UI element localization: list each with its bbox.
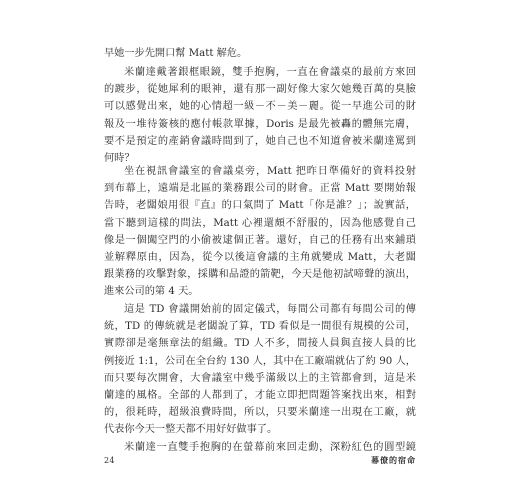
text-line: 到布幕上，遠端是北區的業務跟公司的財會。正當 Matt 要開始報: [104, 183, 416, 195]
text-line: 當下聽到這樣的問法，Matt 心裡還頗不舒服的，因為他感覺自己: [104, 217, 416, 229]
text-line: 的，很耗時，超級浪費時間，所以，只要米蘭達一出現在工廠，就: [104, 407, 416, 419]
text-line: 並解釋原由，因為，從今以後這會議的主角就變成 Matt，大老闆: [104, 251, 416, 263]
text-line: 坐在視訊會議室的會議桌旁，Matt 把昨日準備好的資料投射: [124, 166, 416, 177]
text-line: 像是一個闖空門的小偷被逮個正著。還好，自己的任務有出來鋪瑣: [104, 234, 416, 246]
text-line: 的踱步，從她犀利的眼神，還有那一副好像大家欠她幾百萬的臭臉: [104, 84, 416, 96]
text-line: 何時？: [104, 152, 135, 164]
text-line: 進來公司的第 4 天。: [104, 286, 199, 298]
text-line: 而只要每次開會，大會議室中幾乎滿級以上的主管都會到，這是米: [104, 372, 416, 384]
text-line: 代表你今天一整天都不用好好做事了。: [104, 424, 278, 436]
text-line: 實際卻是毫無章法的組織。TD 人不多，間接人員與直接人員的比: [104, 338, 416, 350]
paragraph-2: [104, 64, 416, 167]
text-line: 早她一步先開口幫 Matt 解危。: [104, 48, 248, 59]
paragraph-4: [104, 301, 416, 439]
text-line: 這是 TD 會議開始前的固定儀式，每間公司都有每間公司的傳: [124, 304, 416, 315]
paragraph-1: [104, 45, 416, 62]
paragraph-3: [104, 163, 416, 301]
text-line: 蘭達的風格。全部的人都到了，才能立即把問題答案找出來，相對: [104, 389, 416, 401]
text-line: 米蘭達戴著銀框眼鏡，雙手抱胸，一直在會議桌的最前方來回: [124, 67, 416, 78]
text-line: 例接近 1:1，公司在全台約 130 人，其中在工廠端就佔了約 90 人，: [104, 355, 416, 367]
text-line: 米蘭達一直雙手抱胸的在螢幕前來回走動，深粉紅色的圓型鏡: [124, 442, 416, 453]
paragraph-5: [104, 439, 416, 456]
page-number: 24: [104, 456, 115, 465]
text-line: 告時，老闆娘用很『直』的口氣問了 Matt「你是誰？」；說實話，: [104, 200, 416, 212]
text-line: 跟業務的攻擊對象，採購和品證的箭靶，今天是他初試啼聲的演出，: [104, 269, 416, 281]
running-title: 幕僚的宿命: [371, 455, 416, 465]
text-line: 要不是預定的產銷會議時間到了，她自己也不知道會被米蘭達罵到: [104, 135, 416, 147]
text-line: 報及一堆待簽核的應付帳款單據，Doris 是最先被轟的體無完膚，: [104, 118, 416, 130]
text-line: 統，TD 的傳統就是老闆說了算，TD 看似是一間很有規模的公司，: [104, 321, 416, 333]
text-line: 可以感覺出來，她的心情超一級－不－美－麗。從一早進公司的財: [104, 101, 416, 113]
